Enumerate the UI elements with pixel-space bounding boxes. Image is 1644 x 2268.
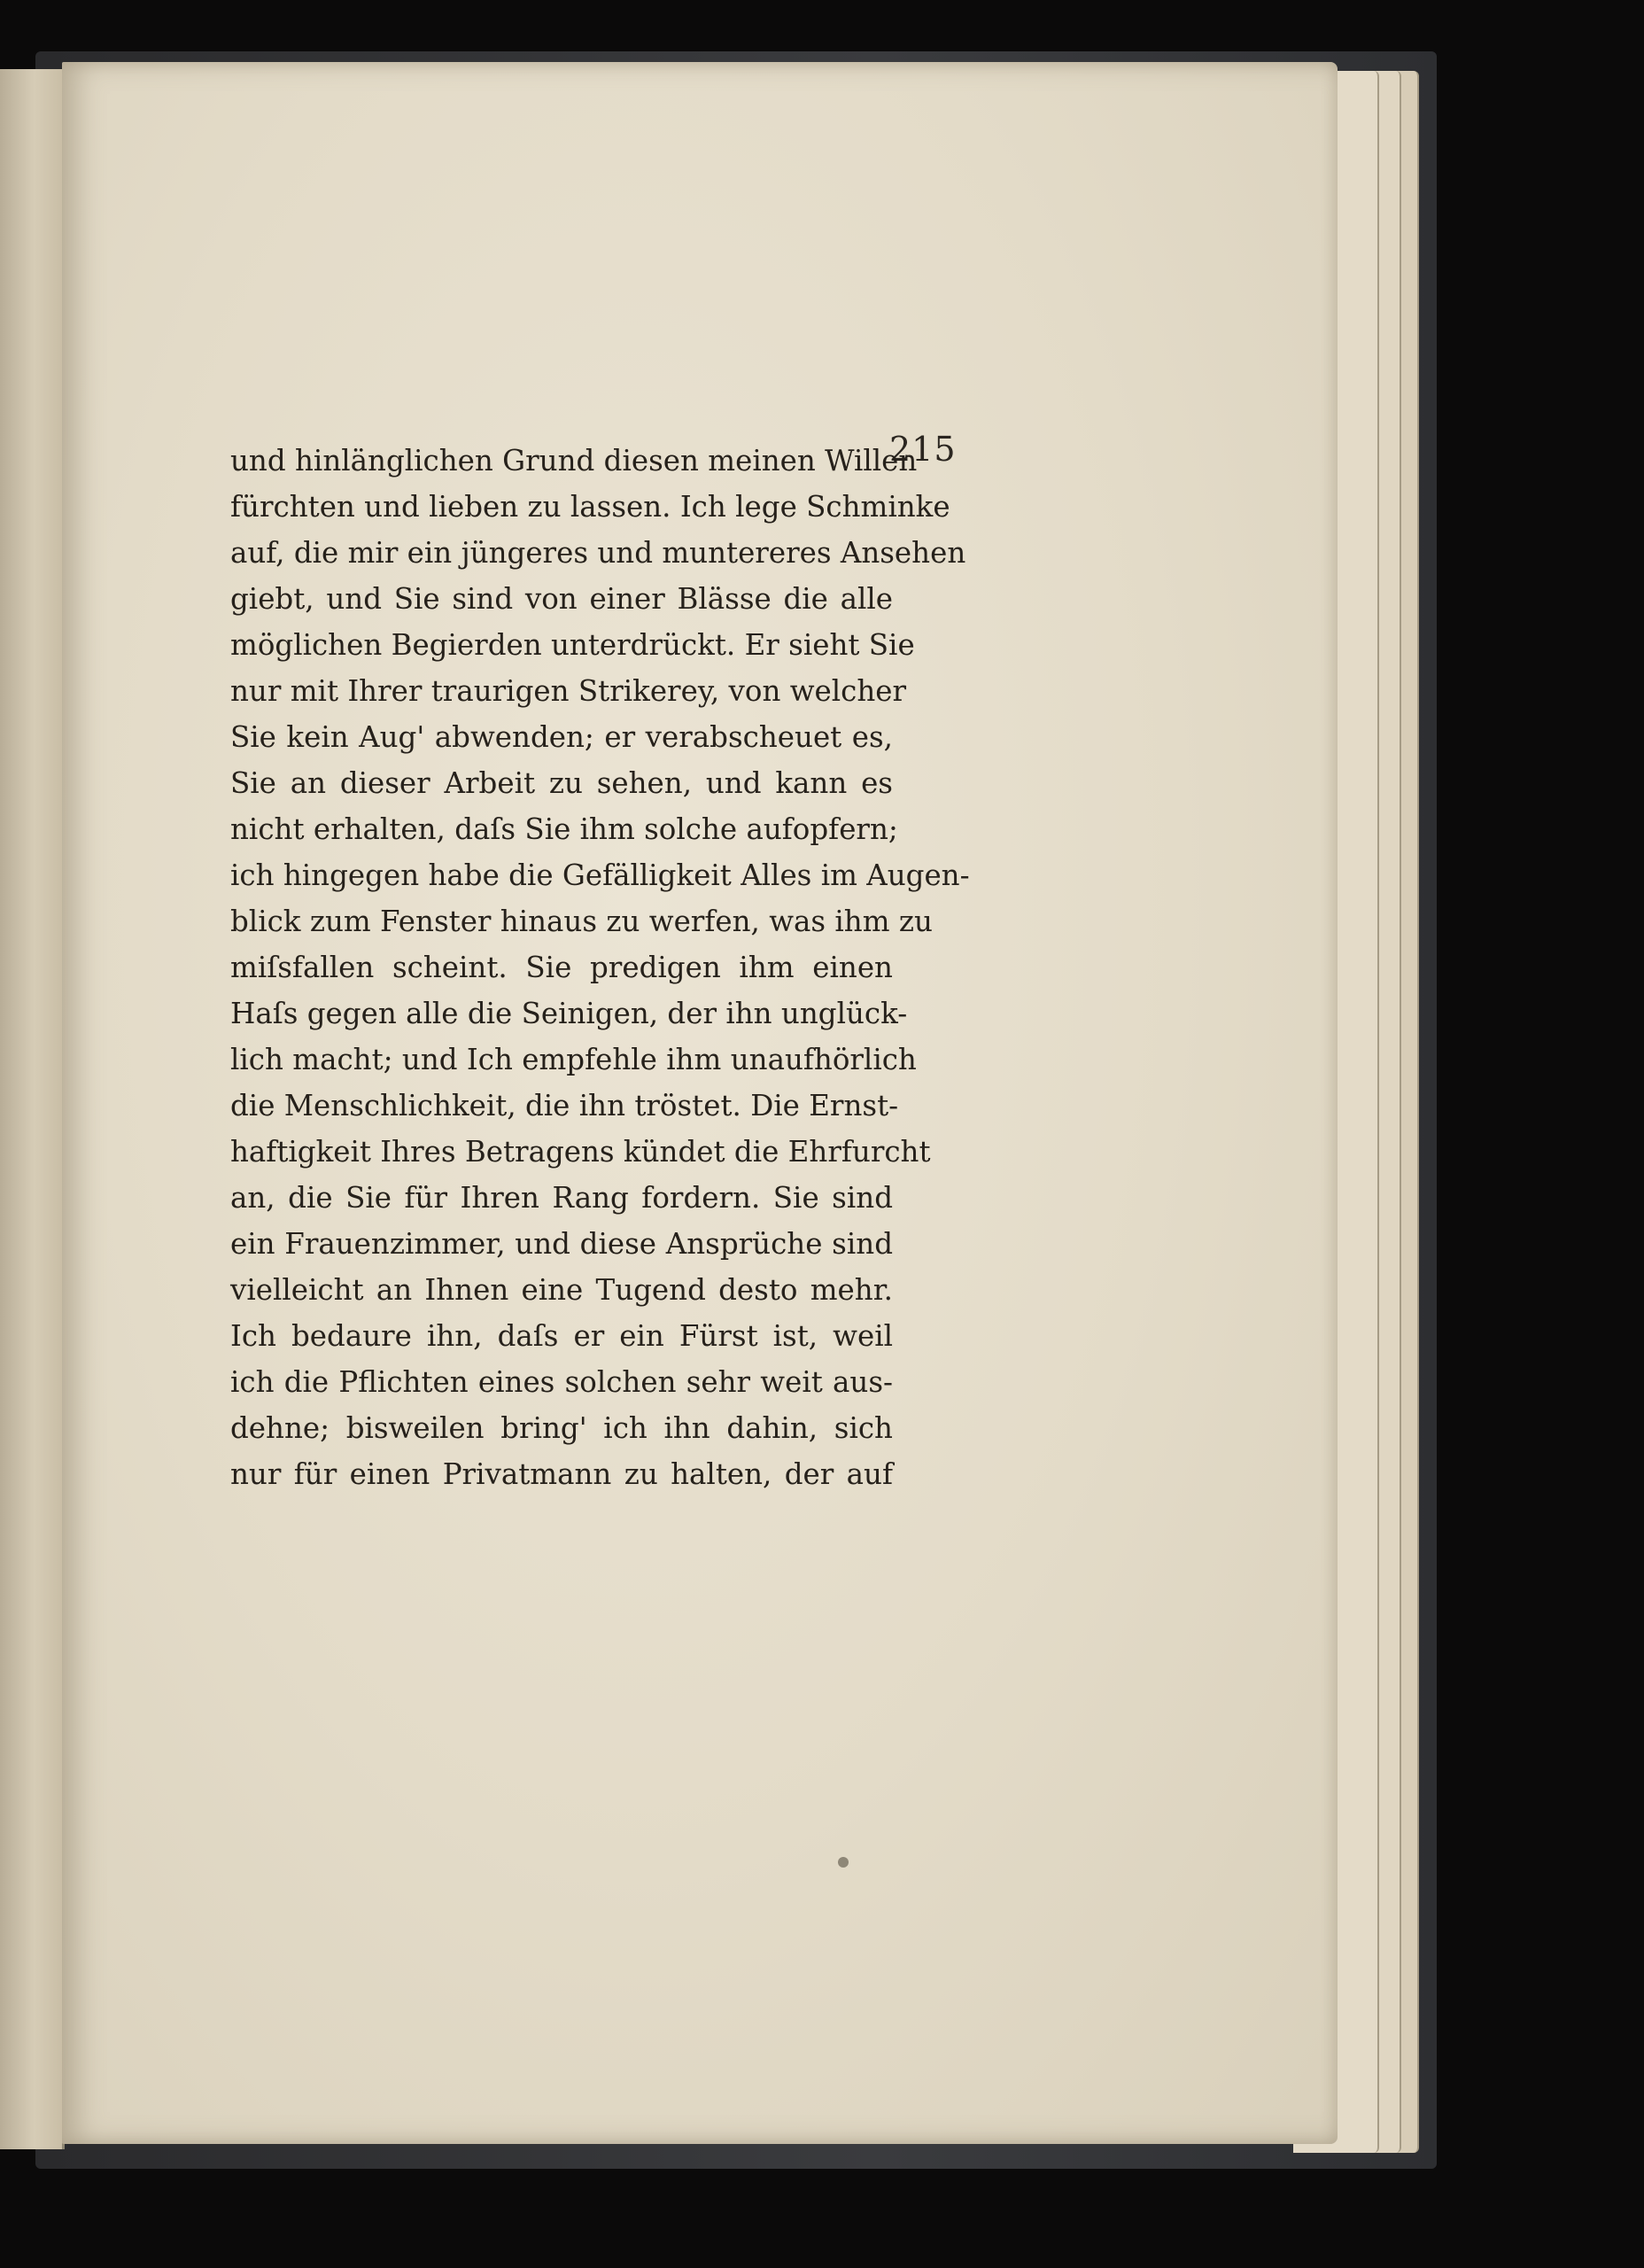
text-line: fürchten und lieben zu lassen. Ich lege Schminke	[230, 490, 950, 524]
text-line: ich die Pflichten eines solchen sehr weit aus-	[230, 1365, 893, 1399]
text-line: haftigkeit Ihres Betragens kündet die Ehrfurcht	[230, 1135, 931, 1169]
text-line: und hinlänglichen Grund diesen meinen Willen	[230, 444, 918, 478]
text-line: blick zum Fenster hinaus zu werfen, was ihm zu	[230, 905, 933, 938]
text-line: Sie an dieser Arbeit zu sehen, und kann es	[230, 766, 893, 800]
previous-page-edge	[0, 69, 65, 2149]
text-line: an, die Sie für Ihren Rang fordern. Sie sind	[230, 1181, 893, 1215]
text-line: ein Frauenzimmer, und diese Ansprüche sind	[230, 1227, 893, 1261]
text-line: nicht erhalten, daſs Sie ihm solche aufopfern;	[230, 812, 898, 846]
text-line: vielleicht an Ihnen eine Tugend desto mehr.	[230, 1273, 893, 1307]
text-line: die Menschlichkeit, die ihn tröstet. Die Ernst-	[230, 1089, 899, 1122]
text-line: dehne; bisweilen bring' ich ihn dahin, sich	[230, 1411, 893, 1445]
text-line: nur mit Ihrer traurigen Strikerey, von welcher	[230, 674, 907, 708]
text-line: giebt, und Sie sind von einer Blässe die alle	[230, 582, 893, 616]
text-line: miſsfallen scheint. Sie predigen ihm einen	[230, 951, 893, 984]
text-line: Sie kein Aug' abwenden; er verabscheuet es,	[230, 720, 893, 754]
page-number: 215	[889, 430, 957, 469]
text-line: möglichen Begierden unterdrückt. Er sieht Sie	[230, 628, 915, 662]
text-line: Ich bedaure ihn, daſs er ein Fürst ist, weil	[230, 1319, 893, 1353]
text-line: lich macht; und Ich empfehle ihm unaufhörlich	[230, 1043, 917, 1076]
text-line: Haſs gegen alle die Seinigen, der ihn unglück-	[230, 997, 908, 1030]
paper-speck	[838, 1857, 849, 1868]
text-line: auf, die mir ein jüngeres und muntereres Ansehen	[230, 536, 966, 570]
text-line: nur für einen Privatmann zu halten, der auf	[230, 1457, 893, 1491]
text-line: ich hingegen habe die Gefälligkeit Alles im Augen-	[230, 858, 970, 892]
